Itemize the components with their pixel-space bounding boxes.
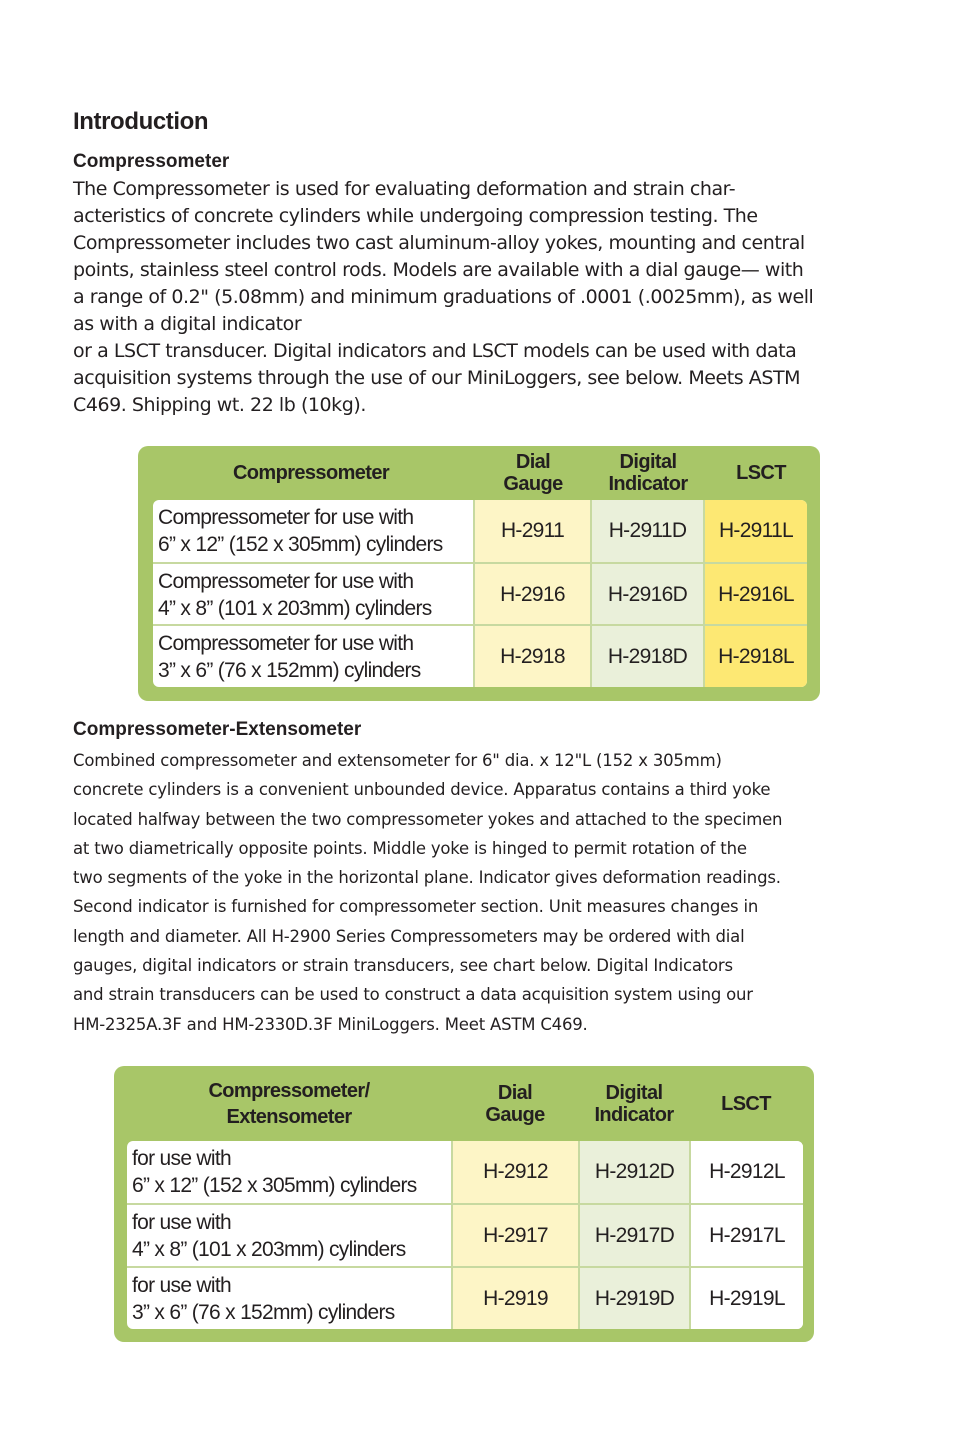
row-description: Compressometer for use with 4” x 8” (101 x 203mm) cylinders (153, 564, 475, 625)
table-header-description: Compressometer/ Extensometer (208, 1079, 370, 1128)
lsct-model: H-2912L (691, 1141, 803, 1203)
digital-indicator-model: H-2919D (580, 1268, 691, 1329)
table-body (153, 500, 807, 687)
text-line: gauges, digital indicators or strain transducers, see chart below. Digital Indicators (73, 956, 733, 976)
text-line: The Compressometer is used for evaluating deformation and strain char- (73, 178, 736, 200)
table-header-digital-indicator: Digital Indicator (608, 451, 688, 495)
compressometer-table (138, 446, 820, 701)
table-header-dial-gauge: Dial Gauge (503, 451, 563, 495)
row-description: Compressometer for use with 3” x 6” (76 x 152mm) cylinders (153, 626, 475, 687)
digital-indicator-model: H-2917D (580, 1205, 691, 1266)
table-row (153, 500, 807, 562)
text-line: located halfway between the two compressometer yokes and attached to the specimen (73, 809, 783, 829)
compressometer-extensometer-description (73, 746, 893, 1039)
digital-indicator-model: H-2918D (592, 626, 705, 687)
row-description: Compressometer for use with 6” x 12” (152 x 305mm) cylinders (153, 500, 475, 562)
text-line: HM-2325A.3F and HM-2330D.3F MiniLoggers. Meet ASTM C469. (73, 1014, 588, 1034)
text-line: acquisition systems through the use of our MiniLoggers, see below. Meets ASTM (73, 367, 801, 389)
compressometer-description (73, 176, 893, 419)
compressometer-heading: Compressometer (73, 151, 230, 172)
table-row (127, 1203, 803, 1266)
dial-gauge-model: H-2911 (475, 500, 592, 562)
table-row (127, 1266, 803, 1329)
dial-gauge-model: H-2916 (475, 564, 592, 625)
digital-indicator-model: H-2912D (580, 1141, 691, 1203)
text-line: and strain transducers can be used to construct a data acquisition system using our (73, 985, 753, 1005)
table-header-digital-indicator: Digital Indicator (594, 1081, 674, 1126)
table-header-lsct: LSCT (721, 1092, 771, 1115)
lsct-model: H-2917L (691, 1205, 803, 1266)
digital-indicator-model: H-2916D (592, 564, 705, 625)
table-header-description: Compressometer (232, 462, 390, 484)
dial-gauge-model: H-2919 (453, 1268, 580, 1329)
page-title: Introduction (73, 108, 209, 135)
text-line: length and diameter. All H-2900 Series Compressometers may be ordered with dial (73, 926, 745, 946)
text-line: two segments of the yoke in the horizontal plane. Indicator gives deformation readings. (73, 868, 781, 888)
lsct-model: H-2919L (691, 1268, 803, 1329)
table-row (153, 562, 807, 625)
dial-gauge-model: H-2918 (475, 626, 592, 687)
row-description: for use with 4” x 8” (101 x 203mm) cylinders (127, 1205, 453, 1266)
digital-indicator-model: H-2911D (592, 500, 705, 562)
table-header-lsct: LSCT (736, 462, 786, 484)
table-row (127, 1141, 803, 1203)
text-line: or a LSCT transducer. Digital indicators and LSCT models can be used with data (73, 340, 797, 362)
text-line: Compressometer includes two cast aluminum-alloy yokes, mounting and central (73, 232, 805, 254)
lsct-model: H-2911L (705, 500, 807, 562)
dial-gauge-model: H-2917 (453, 1205, 580, 1266)
text-line: Combined compressometer and extensometer for 6" dia. x 12"L (152 x 305mm) (73, 751, 722, 770)
compressometer-extensometer-table (114, 1066, 814, 1342)
compressometer-extensometer-heading: Compressometer-Extensometer (73, 719, 362, 740)
text-line: Second indicator is furnished for compressometer section. Unit measures changes in (73, 897, 759, 917)
lsct-model: H-2916L (705, 564, 807, 625)
text-line: acteristics of concrete cylinders while undergoing compression testing. The (73, 205, 758, 227)
text-line: at two diametrically opposite points. Middle yoke is hinged to permit rotation of the (73, 838, 747, 858)
row-description: for use with 6” x 12” (152 x 305mm) cylinders (127, 1141, 453, 1203)
row-description: for use with 3” x 6” (76 x 152mm) cylinders (127, 1268, 453, 1329)
table-row (153, 624, 807, 687)
dial-gauge-model: H-2912 (453, 1141, 580, 1203)
lsct-model: H-2918L (705, 626, 807, 687)
table-body (127, 1141, 803, 1329)
text-line: as with a digital indicator (73, 313, 302, 335)
table-header-dial-gauge: Dial Gauge (485, 1081, 545, 1126)
text-line: concrete cylinders is a convenient unbounded device. Apparatus contains a third yoke (73, 780, 771, 800)
text-line: C469. Shipping wt. 22 lb (10kg). (73, 394, 366, 416)
text-line: points, stainless steel control rods. Models are available with a dial gauge— with (73, 259, 804, 281)
text-line: a range of 0.2" (5.08mm) and minimum graduations of .0001 (.0025mm), as well (73, 286, 814, 308)
